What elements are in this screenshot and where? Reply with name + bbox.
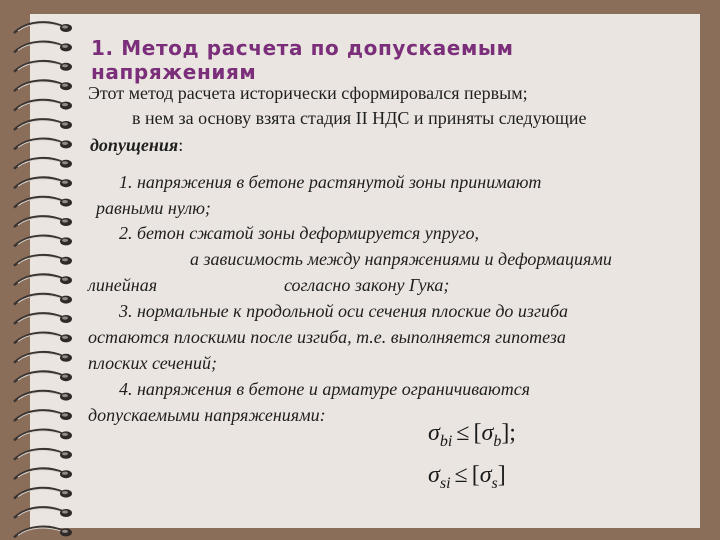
subscript: b xyxy=(493,433,502,450)
binding-ring xyxy=(14,216,72,227)
subscript: s xyxy=(491,475,498,492)
sigma-symbol: σ xyxy=(481,420,494,446)
item-4-line-2: допускаемыми напряжениями: xyxy=(88,405,326,425)
binding-ring xyxy=(14,507,72,518)
left-bracket: [ xyxy=(471,462,480,488)
spiral-binding xyxy=(0,0,90,540)
intro-line-3 xyxy=(90,135,183,156)
item-3-line-1: 3. нормальные к продольной оси сечения плоские до изгиба xyxy=(119,301,569,321)
assumptions-word: допущения xyxy=(90,135,179,155)
item-1-line-1: 1. напряжения в бетоне растянутой зоны принимают xyxy=(119,172,542,192)
binding-ring xyxy=(14,449,72,460)
item-1-line-2: равными нулю; xyxy=(96,198,211,218)
binding-ring xyxy=(14,119,72,130)
item-3-line-2: остаются плоскими после изгиба, т.е. выполняется гипотеза xyxy=(88,327,566,347)
binding-ring xyxy=(14,352,72,363)
binding-ring xyxy=(14,313,72,324)
right-bracket: ]; xyxy=(501,420,516,446)
binding-ring xyxy=(14,333,72,344)
formula-concrete xyxy=(428,420,516,450)
binding-ring xyxy=(14,294,72,305)
item-2-line-3b: согласно закону Гука; xyxy=(284,275,450,295)
binding-ring xyxy=(14,391,72,402)
item-4-line-1: 4. напряжения в бетоне и арматуре ограничиваются xyxy=(119,379,531,399)
right-bracket: ] xyxy=(497,462,506,488)
binding-ring xyxy=(14,275,72,286)
intro-line-1: Этот метод расчета исторически сформировался первым; xyxy=(88,83,528,103)
formula-steel xyxy=(428,462,506,492)
sigma-symbol: σ xyxy=(479,462,492,488)
binding-ring xyxy=(14,372,72,383)
binding-ring xyxy=(14,178,72,189)
binding-ring xyxy=(14,410,72,421)
slide-title: 1. Метод расчета по допускаемым напряжениям xyxy=(91,36,514,84)
binding-ring xyxy=(14,430,72,441)
left-bracket: [ xyxy=(473,420,482,446)
assumptions-colon: : xyxy=(178,135,184,155)
leq-operator: ≤ xyxy=(454,462,468,488)
item-3-line-3: плоских сечений; xyxy=(88,353,217,373)
binding-ring xyxy=(14,22,72,33)
leq-operator: ≤ xyxy=(456,420,470,446)
subscript: bi xyxy=(439,433,453,450)
item-2-line-3a: линейная xyxy=(88,275,158,295)
binding-ring xyxy=(14,255,72,266)
binding-ring xyxy=(14,527,72,538)
binding-ring xyxy=(14,139,72,150)
binding-ring xyxy=(14,81,72,92)
intro-line-2: в нем за основу взята стадия II НДС и приняты следующие xyxy=(132,108,587,128)
binding-ring xyxy=(14,488,72,499)
sigma-symbol: σ xyxy=(428,462,440,488)
binding-ring xyxy=(14,197,72,208)
item-2-line-1: 2. бетон сжатой зоны деформируется упруго, xyxy=(119,223,480,243)
binding-ring xyxy=(14,100,72,111)
binding-ring xyxy=(14,61,72,72)
binding-ring xyxy=(14,42,72,53)
subscript: si xyxy=(439,475,451,492)
binding-ring xyxy=(14,158,72,169)
binding-ring xyxy=(14,469,72,480)
sigma-symbol: σ xyxy=(428,420,440,446)
binding-ring xyxy=(14,236,72,247)
item-2-line-2: а зависимость между напряжениями и деформациями xyxy=(190,249,612,269)
